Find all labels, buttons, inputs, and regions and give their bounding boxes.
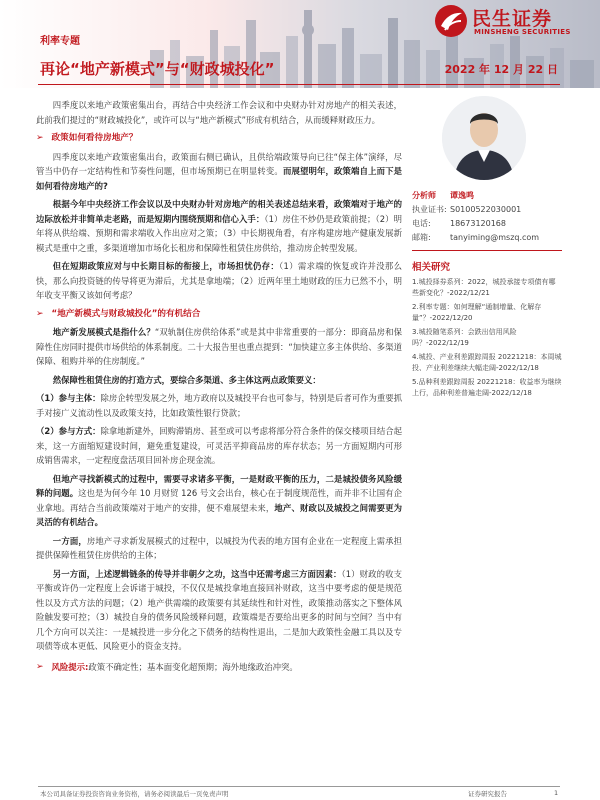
arrow-bullet-icon: ➢ [36, 308, 44, 319]
logo-text-en: MINSHENG SECURITIES [474, 28, 571, 36]
sidebar [412, 96, 562, 402]
paragraph: 但在短期政策应对与中长期目标的衔接上，市场担忧仍存：（1）需求端的恢复或许并没那么快，那么向投资链的传导将更为滞后，尤其是拿地端；（2）近两年里土地财政的压力已然不小，明年收支平衡又该如何考虑？ [36, 261, 403, 300]
risk-label: 风险提示: [51, 661, 89, 672]
analyst-photo [442, 96, 526, 180]
footer-divider [38, 786, 560, 787]
related-research-item[interactable]: 5.品种利差跟踪周报 20221218：收益率为继续上行，品种利差普遍走阔-2022/12/18 [412, 378, 562, 397]
logo-text-cn: 民生证券 [472, 8, 553, 30]
paragraph: （1）参与主体：除房企转型发展之外，地方政府以及城投平台也可参与，特别是后者可作为重要抓手对接广义流动性以及政策支持，比如政策性银行贷款； [36, 393, 403, 418]
minsheng-logo [428, 2, 598, 42]
analyst-cert-row: 执业证书: S0100522030001 [412, 205, 522, 214]
report-type: 利率专题 [40, 36, 80, 47]
paragraph: （2）参与方式：除拿地新建外，回购滞销房、甚至或可以考虑将部分符合条件的保交楼项目结合起来，这一方面缩短建设时间，避免重复建设，可灵活平抑商品房的库存状态；另一方面短期内可形成销售需求，一定程度盘活项目回补房企现金流。 [36, 426, 403, 465]
related-research-item[interactable]: 4.城投、产业利差跟踪周报 20221218：本周城投、产业利差继续大幅走阔-2022/12/18 [412, 353, 562, 372]
analyst-cert: S0100522030001 [450, 205, 522, 214]
related-research-item[interactable]: 3.城投随笔系列：会跌出信用风险吗？-2022/12/19 [412, 328, 517, 347]
paragraph: 四季度以来地产政策密集出台，政策面右侧已确认，且供给端政策导向已往“保主体”演绎，尽管当中仍存一定结构性和节奏性问题，但市场预期已在明显转变。而展望明年，政策端自上而下是如何看待房地产的? [36, 151, 403, 191]
paragraph: 一方面，房地产寻求新发展模式的过程中，以城投为代表的地方国有企业在一定程度上需承担提供保障性租赁住房供给的主体； [36, 535, 403, 560]
section-heading-1 [36, 131, 402, 146]
paragraph: 根据今年中央经济工作会议以及中央财办针对房地产的相关表述总结来看，政策端对于地产的边际放松并非简单走老路，而是短期内围绕预期和信心入手：（1）房住不炒仍是政策前提；（2）明年将从供给端、预期和需求端收入作出应对之策；（3）中长期视角看，有序构建房地产健康发展新模式是重中之重，多渠道增加市场化长租房和保障性租赁住房供给，推动房企转型发展。 [36, 199, 402, 253]
risk-warning [36, 660, 402, 675]
related-research-list [412, 277, 562, 399]
main-body [36, 98, 402, 674]
section-heading-2 [36, 307, 402, 322]
related-research-item[interactable]: 1.城投择券系列：2022，城投承接专项债有哪些新变化？-2022/12/21 [412, 278, 556, 297]
header-divider [38, 84, 560, 85]
analyst-name: 谭逸鸣 [450, 191, 474, 200]
section-title-2: “地产新模式与财政城投化”的有机结合 [51, 308, 201, 319]
intro-paragraph: 四季度以来地产政策密集出台，再结合中央经济工作会议和中央财办针对房地产的相关表述，此前我们提过的“财政城投化”，或许可以与“地产新模式”形成有机结合，从而缓释财政压力。 [36, 100, 402, 125]
related-research-item[interactable]: 2.利率专题：如何理解“通制增量、化解存量”？-2022/12/20 [412, 303, 542, 322]
logo-mark-icon [434, 4, 468, 38]
analyst-phone-row: 电话: 18673120168 [412, 219, 506, 228]
report-title: 再论“地产新模式”与“财政城投化” [40, 60, 275, 78]
arrow-bullet-icon: ➢ [36, 661, 44, 672]
analyst-email-row: 邮箱: tanyiming@mszq.com [412, 233, 540, 242]
analyst-name-row [412, 190, 562, 202]
paragraph: 地产新发展模式是指什么？“双轨制住房供给体系”或是其中非常重要的一部分：即商品房和保障性住房同时提供市场供给的体系制度。二十大报告里也重点提到：“加快建立多主体供给、多渠道保障、租购并举的住房制度。” [36, 327, 402, 366]
sidebar-divider [412, 250, 562, 251]
analyst-label: 分析师 [412, 191, 436, 200]
arrow-bullet-icon: ➢ [36, 133, 44, 143]
header-banner [0, 0, 600, 88]
risk-text: 政策不确定性；基本面变化超预期；海外地缘政治冲突。 [88, 661, 298, 672]
analyst-email[interactable]: tanyiming@mszq.com [450, 233, 540, 242]
footer-disclaimer: 本公司具备证券投资咨询业务资格，请务必阅读最后一页免责声明 [40, 790, 229, 798]
page-number: 1 [554, 789, 559, 797]
person-icon [442, 96, 526, 180]
paragraph: 然保障性租赁住房的打造方式，要综合多渠道、多主体这两点政策要义： [52, 374, 321, 385]
paragraph: 另一方面，上述逻辑链条的传导并非朝夕之功，这当中还需考虑三方面因素：（1）财政的收支平衡或许仍一定程度上会诉诸于城投，不仅仅是城投拿地直接回补财政，这当中要考虑的便是规范性以及方式方法的问题；（2）地产供需端的政策要有其延续性和针对性，政策推动落实之下整体风险触发要可控；（3）城投自身的债务风险缓释问题，政策端是否要给出更多的时间与空间？当中有几个方向可以关注：一是城投进一步分化之下债务的结构性退出，二是加大政策性金融工具以及专项债等成本更低、风险更小的资金支持。 [36, 568, 402, 651]
footer-doc-type: 证券研究报告 [468, 790, 507, 798]
related-research-title: 相关研究 [412, 262, 451, 273]
analyst-phone: 18673120168 [450, 219, 506, 228]
paragraph: 但地产寻找新模式的过程中，需要寻求诸多平衡，一是财政平衡的压力，二是城投债务风险缓释的问题。这也是为何今年 10 月财贸 126 号文会出台，核心在于制度规范性，而并非不让国有企业拿地。再结合当前政策端对于地产的安排，便不难展望未来，地产、财政以及城投之间需要更为灵活的有机结合。 [36, 473, 403, 527]
section-title-1: 政策如何看待房地产？ [51, 133, 138, 143]
report-date: 2022 年 12 月 22 日 [444, 63, 558, 76]
